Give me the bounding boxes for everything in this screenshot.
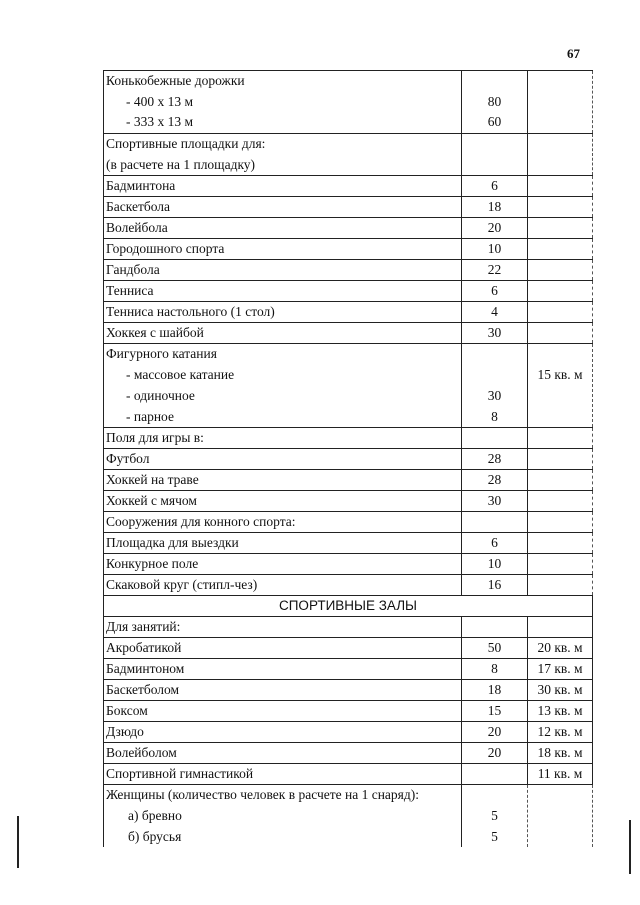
row-label: Волейболом bbox=[104, 743, 462, 764]
row-value: 8 bbox=[462, 659, 528, 680]
table-row bbox=[104, 323, 593, 344]
figure-skating-item-area bbox=[530, 407, 590, 428]
row-area: 20 кв. м bbox=[528, 638, 593, 659]
table-row bbox=[104, 533, 593, 554]
table-row bbox=[104, 344, 593, 428]
figure-skating-item-area: 15 кв. м bbox=[537, 367, 583, 383]
table-row bbox=[104, 239, 593, 260]
row-label: Конкурное поле bbox=[104, 554, 462, 575]
table-row bbox=[104, 680, 593, 701]
row-label: Баскетбола bbox=[104, 197, 462, 218]
table-row bbox=[104, 428, 593, 449]
row-label: Хоккей на траве bbox=[104, 470, 462, 491]
women-item-value: 5 bbox=[491, 828, 498, 844]
row-label: Акробатикой bbox=[104, 638, 462, 659]
row-label: Баскетболом bbox=[104, 680, 462, 701]
row-area: 12 кв. м bbox=[528, 722, 593, 743]
table-row bbox=[104, 449, 593, 470]
row-area: 17 кв. м bbox=[528, 659, 593, 680]
figure-skating-label-cell bbox=[104, 344, 462, 428]
row-value: 4 bbox=[462, 302, 528, 323]
row-label: Тенниса bbox=[104, 281, 462, 302]
row-label: Бадминтоном bbox=[104, 659, 462, 680]
scan-mark-right bbox=[629, 820, 631, 874]
table-row bbox=[104, 470, 593, 491]
skating-label: Конькобежные дорожки bbox=[106, 73, 245, 88]
equestrian-label: Сооружения для конного спорта: bbox=[104, 512, 462, 533]
row-value: 10 bbox=[462, 239, 528, 260]
row-label: Городошного спорта bbox=[104, 239, 462, 260]
table-row bbox=[104, 743, 593, 764]
row-area: 18 кв. м bbox=[528, 743, 593, 764]
table-row bbox=[104, 218, 593, 239]
row-area: 11 кв. м bbox=[528, 764, 593, 785]
row-value: 30 bbox=[462, 491, 528, 512]
table-row bbox=[104, 491, 593, 512]
row-label: Боксом bbox=[104, 701, 462, 722]
women-item-label: а) бревно bbox=[128, 807, 182, 823]
table-row bbox=[104, 701, 593, 722]
table-row bbox=[104, 554, 593, 575]
row-label: Площадка для выездки bbox=[104, 533, 462, 554]
row-value: 20 bbox=[462, 218, 528, 239]
row-value bbox=[462, 764, 528, 785]
row-value: 16 bbox=[462, 575, 528, 596]
grounds-sublabel: (в расчете на 1 площадку) bbox=[106, 156, 256, 172]
grounds-label-cell bbox=[104, 134, 462, 176]
row-label: Тенниса настольного (1 стол) bbox=[104, 302, 462, 323]
skating-area-cell bbox=[528, 71, 593, 134]
figure-skating-values-cell bbox=[462, 344, 528, 428]
women-area-cell bbox=[528, 785, 593, 848]
row-label: Волейбола bbox=[104, 218, 462, 239]
row-label: Скаковой круг (стипл-чез) bbox=[104, 575, 462, 596]
table-row bbox=[104, 197, 593, 218]
table-row bbox=[104, 176, 593, 197]
women-values-cell bbox=[462, 785, 528, 848]
row-area: 13 кв. м bbox=[528, 701, 593, 722]
table-row bbox=[104, 575, 593, 596]
table-row bbox=[104, 722, 593, 743]
skating-label-cell bbox=[104, 71, 462, 134]
row-label: Спортивной гимнастикой bbox=[104, 764, 462, 785]
row-label: Бадминтона bbox=[104, 176, 462, 197]
table-row bbox=[104, 638, 593, 659]
figure-skating-area-cell bbox=[528, 344, 593, 428]
table-row bbox=[104, 785, 593, 848]
skating-item-value: 60 bbox=[487, 114, 502, 130]
row-value: 28 bbox=[462, 470, 528, 491]
skating-item-label: - 333 х 13 м bbox=[126, 114, 194, 130]
figure-skating-item-value: 30 bbox=[487, 387, 502, 403]
row-label: Дзюдо bbox=[104, 722, 462, 743]
table-row bbox=[104, 764, 593, 785]
table-row bbox=[104, 281, 593, 302]
grounds-label: Спортивные площадки для: bbox=[106, 136, 266, 152]
row-value: 28 bbox=[462, 449, 528, 470]
scan-mark-left bbox=[17, 816, 19, 868]
figure-skating-item-label: - массовое катание bbox=[126, 367, 235, 383]
row-value: 10 bbox=[462, 554, 528, 575]
row-value: 20 bbox=[462, 722, 528, 743]
row-value: 20 bbox=[462, 743, 528, 764]
table-row bbox=[104, 512, 593, 533]
section-title: СПОРТИВНЫЕ ЗАЛЫ bbox=[104, 596, 593, 617]
row-area: 30 кв. м bbox=[528, 680, 593, 701]
skating-item-label: - 400 х 13 м bbox=[126, 93, 194, 109]
skating-values-cell bbox=[462, 71, 528, 134]
figure-skating-item-area bbox=[530, 386, 590, 407]
row-value: 18 bbox=[462, 680, 528, 701]
figure-skating-item-value: 8 bbox=[491, 408, 498, 424]
row-label: Хоккея с шайбой bbox=[104, 323, 462, 344]
row-value: 50 bbox=[462, 638, 528, 659]
table-row bbox=[104, 71, 593, 134]
row-label: Гандбола bbox=[104, 260, 462, 281]
page-number: 67 bbox=[567, 46, 580, 61]
row-value: 6 bbox=[462, 281, 528, 302]
row-label: Футбол bbox=[104, 449, 462, 470]
women-label: Женщины (количество человек в расчете на 1 снаряд): bbox=[106, 787, 419, 803]
halls-label: Для занятий: bbox=[104, 617, 462, 638]
women-item-label: б) брусья bbox=[128, 828, 182, 844]
figure-skating-item-value bbox=[464, 365, 525, 386]
figure-skating-item-label: - парное bbox=[126, 408, 174, 424]
table-row bbox=[104, 659, 593, 680]
sports-facilities-table bbox=[103, 70, 593, 847]
table-row bbox=[104, 260, 593, 281]
row-value: 30 bbox=[462, 323, 528, 344]
table-row bbox=[104, 617, 593, 638]
row-value: 22 bbox=[462, 260, 528, 281]
figure-skating-item-label: - одиночное bbox=[126, 387, 195, 403]
row-value: 6 bbox=[462, 176, 528, 197]
row-label: Хоккей с мячом bbox=[104, 491, 462, 512]
row-value: 18 bbox=[462, 197, 528, 218]
figure-skating-label: Фигурного катания bbox=[106, 346, 217, 362]
women-item-value: 5 bbox=[491, 807, 498, 823]
row-value: 15 bbox=[462, 701, 528, 722]
women-label-cell bbox=[104, 785, 462, 848]
table-row bbox=[104, 596, 593, 617]
row-value: 6 bbox=[462, 533, 528, 554]
table-row bbox=[104, 134, 593, 176]
fields-label: Поля для игры в: bbox=[104, 428, 462, 449]
skating-item-value: 80 bbox=[487, 93, 502, 109]
table-row bbox=[104, 302, 593, 323]
